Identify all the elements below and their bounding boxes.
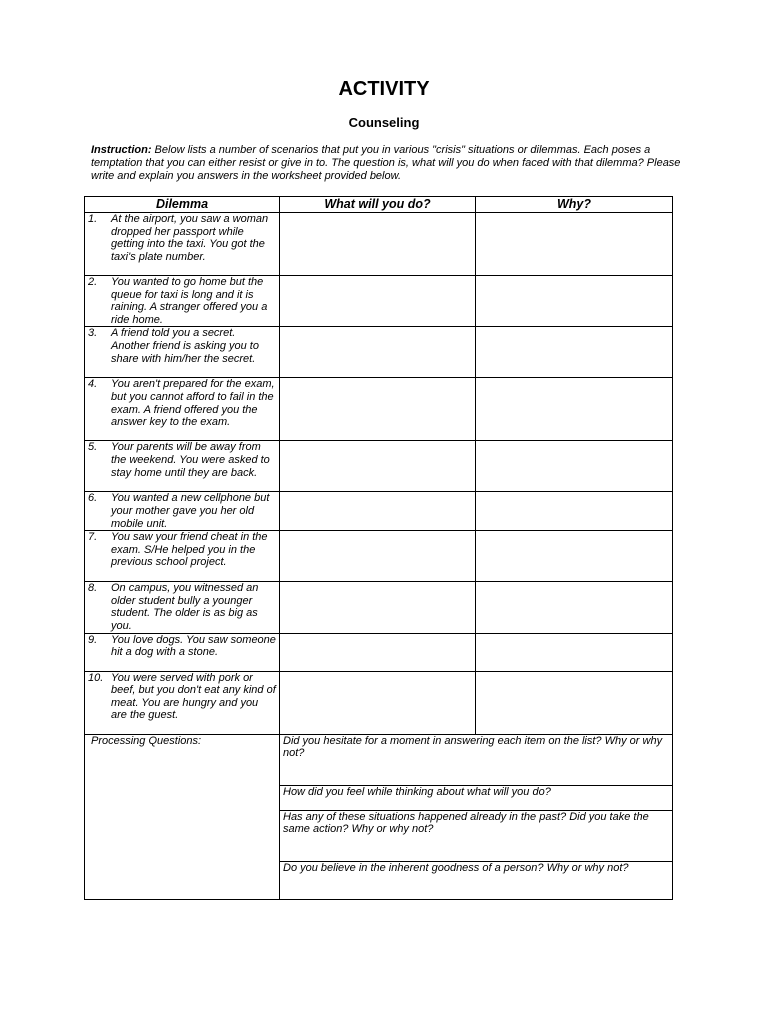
answer-why-cell[interactable] [476, 633, 673, 671]
dilemma-text: You love dogs. You saw someone hit a dog with a stone. [111, 633, 276, 659]
dilemma-text: You wanted to go home but the queue for taxi is long and it is raining. A stranger offered you a ride home. [111, 276, 268, 326]
dilemma-row [85, 531, 673, 582]
answer-why-cell[interactable] [476, 213, 673, 276]
dilemma-text: A friend told you a secret. Another friend is asking you to share with him/her the secret. [111, 327, 259, 365]
dilemma-text: You saw your friend cheat in the exam. S/He helped you in the previous school project. [111, 531, 268, 569]
dilemma-row [85, 492, 673, 531]
instruction-label: Instruction: [91, 144, 152, 156]
dilemma-row [85, 276, 673, 327]
dilemma-text: You were served with pork or beef, but you don't eat any kind of meat. You are hungry and you are the guest. [111, 671, 276, 722]
dilemma-number: 6. [88, 492, 98, 505]
dilemma-number: 8. [88, 582, 98, 595]
dilemma-cell [85, 441, 280, 492]
answer-what-cell[interactable] [280, 633, 476, 671]
answer-why-cell[interactable] [476, 378, 673, 441]
dilemma-row [85, 378, 673, 441]
dilemma-cell [85, 633, 280, 671]
dilemma-cell [85, 276, 280, 327]
dilemma-cell [85, 671, 280, 734]
answer-what-cell[interactable] [280, 276, 476, 327]
dilemma-number: 2. [88, 276, 98, 288]
answer-what-cell[interactable] [280, 327, 476, 378]
dilemma-number: 3. [88, 327, 98, 340]
dilemma-cell [85, 531, 280, 582]
dilemma-row [85, 441, 673, 492]
dilemma-cell [85, 582, 280, 633]
answer-what-cell[interactable] [280, 582, 476, 633]
answer-what-cell[interactable] [280, 441, 476, 492]
page-subtitle: Counseling [348, 115, 420, 130]
worksheet-table [84, 196, 673, 900]
answer-why-cell[interactable] [476, 531, 673, 582]
processing-question[interactable]: Do you believe in the inherent goodness of a person? Why or why not? [280, 861, 673, 899]
dilemma-row [85, 633, 673, 671]
header-dilemma: Dilemma [85, 197, 280, 213]
processing-question[interactable]: How did you feel while thinking about what will you do? [280, 785, 673, 810]
answer-why-cell[interactable] [476, 276, 673, 327]
answer-why-cell[interactable] [476, 671, 673, 734]
processing-row [85, 734, 673, 785]
dilemma-number: 1. [88, 213, 98, 225]
header-what-will-you-do: What will you do? [280, 197, 476, 213]
dilemma-number: 5. [88, 441, 98, 454]
dilemma-number: 9. [88, 633, 98, 646]
dilemma-text: On campus, you witnessed an older student bully a younger student. The older is as big as you. [111, 582, 259, 632]
answer-why-cell[interactable] [476, 582, 673, 633]
dilemma-text: You aren't prepared for the exam, but you cannot afford to fail in the exam. A friend offered you the answer key to the exam. [111, 378, 275, 429]
instruction-paragraph [91, 144, 681, 183]
dilemma-number: 7. [88, 531, 98, 544]
dilemma-number: 10. [88, 671, 104, 684]
dilemma-row [85, 582, 673, 633]
answer-why-cell[interactable] [476, 492, 673, 531]
dilemma-cell [85, 492, 280, 531]
answer-why-cell[interactable] [476, 327, 673, 378]
dilemma-text: Your parents will be away from the weekend. You were asked to stay home until they are back. [111, 441, 270, 479]
dilemma-row [85, 327, 673, 378]
processing-questions-label: Processing Questions: [85, 734, 280, 899]
instruction-text: Below lists a number of scenarios that put you in various "crisis" situations or dilemmas. Each poses a temptation that you can either resist or give in to. The question is, what will you do when faced with that dilemma? Please write and explain you answers in the worksheet provided below. [91, 144, 681, 182]
dilemma-row [85, 213, 673, 276]
dilemma-cell [85, 378, 280, 441]
dilemma-text: You wanted a new cellphone but your mother gave you her old mobile unit. [111, 492, 270, 530]
answer-what-cell[interactable] [280, 378, 476, 441]
dilemma-cell [85, 327, 280, 378]
answer-why-cell[interactable] [476, 441, 673, 492]
header-why: Why? [476, 197, 673, 213]
answer-what-cell[interactable] [280, 531, 476, 582]
dilemma-text: At the airport, you saw a woman dropped her passport while getting into the taxi. You got the taxi's plate number. [111, 213, 269, 263]
processing-question[interactable]: Did you hesitate for a moment in answering each item on the list? Why or why not? [280, 734, 673, 785]
dilemma-number: 4. [88, 378, 98, 391]
dilemma-row [85, 671, 673, 734]
answer-what-cell[interactable] [280, 492, 476, 531]
page-title: ACTIVITY [338, 78, 430, 100]
answer-what-cell[interactable] [280, 213, 476, 276]
dilemma-cell [85, 213, 280, 276]
answer-what-cell[interactable] [280, 671, 476, 734]
header-row [85, 197, 673, 213]
processing-question[interactable]: Has any of these situations happened already in the past? Did you take the same action? Why or why not? [280, 810, 673, 861]
